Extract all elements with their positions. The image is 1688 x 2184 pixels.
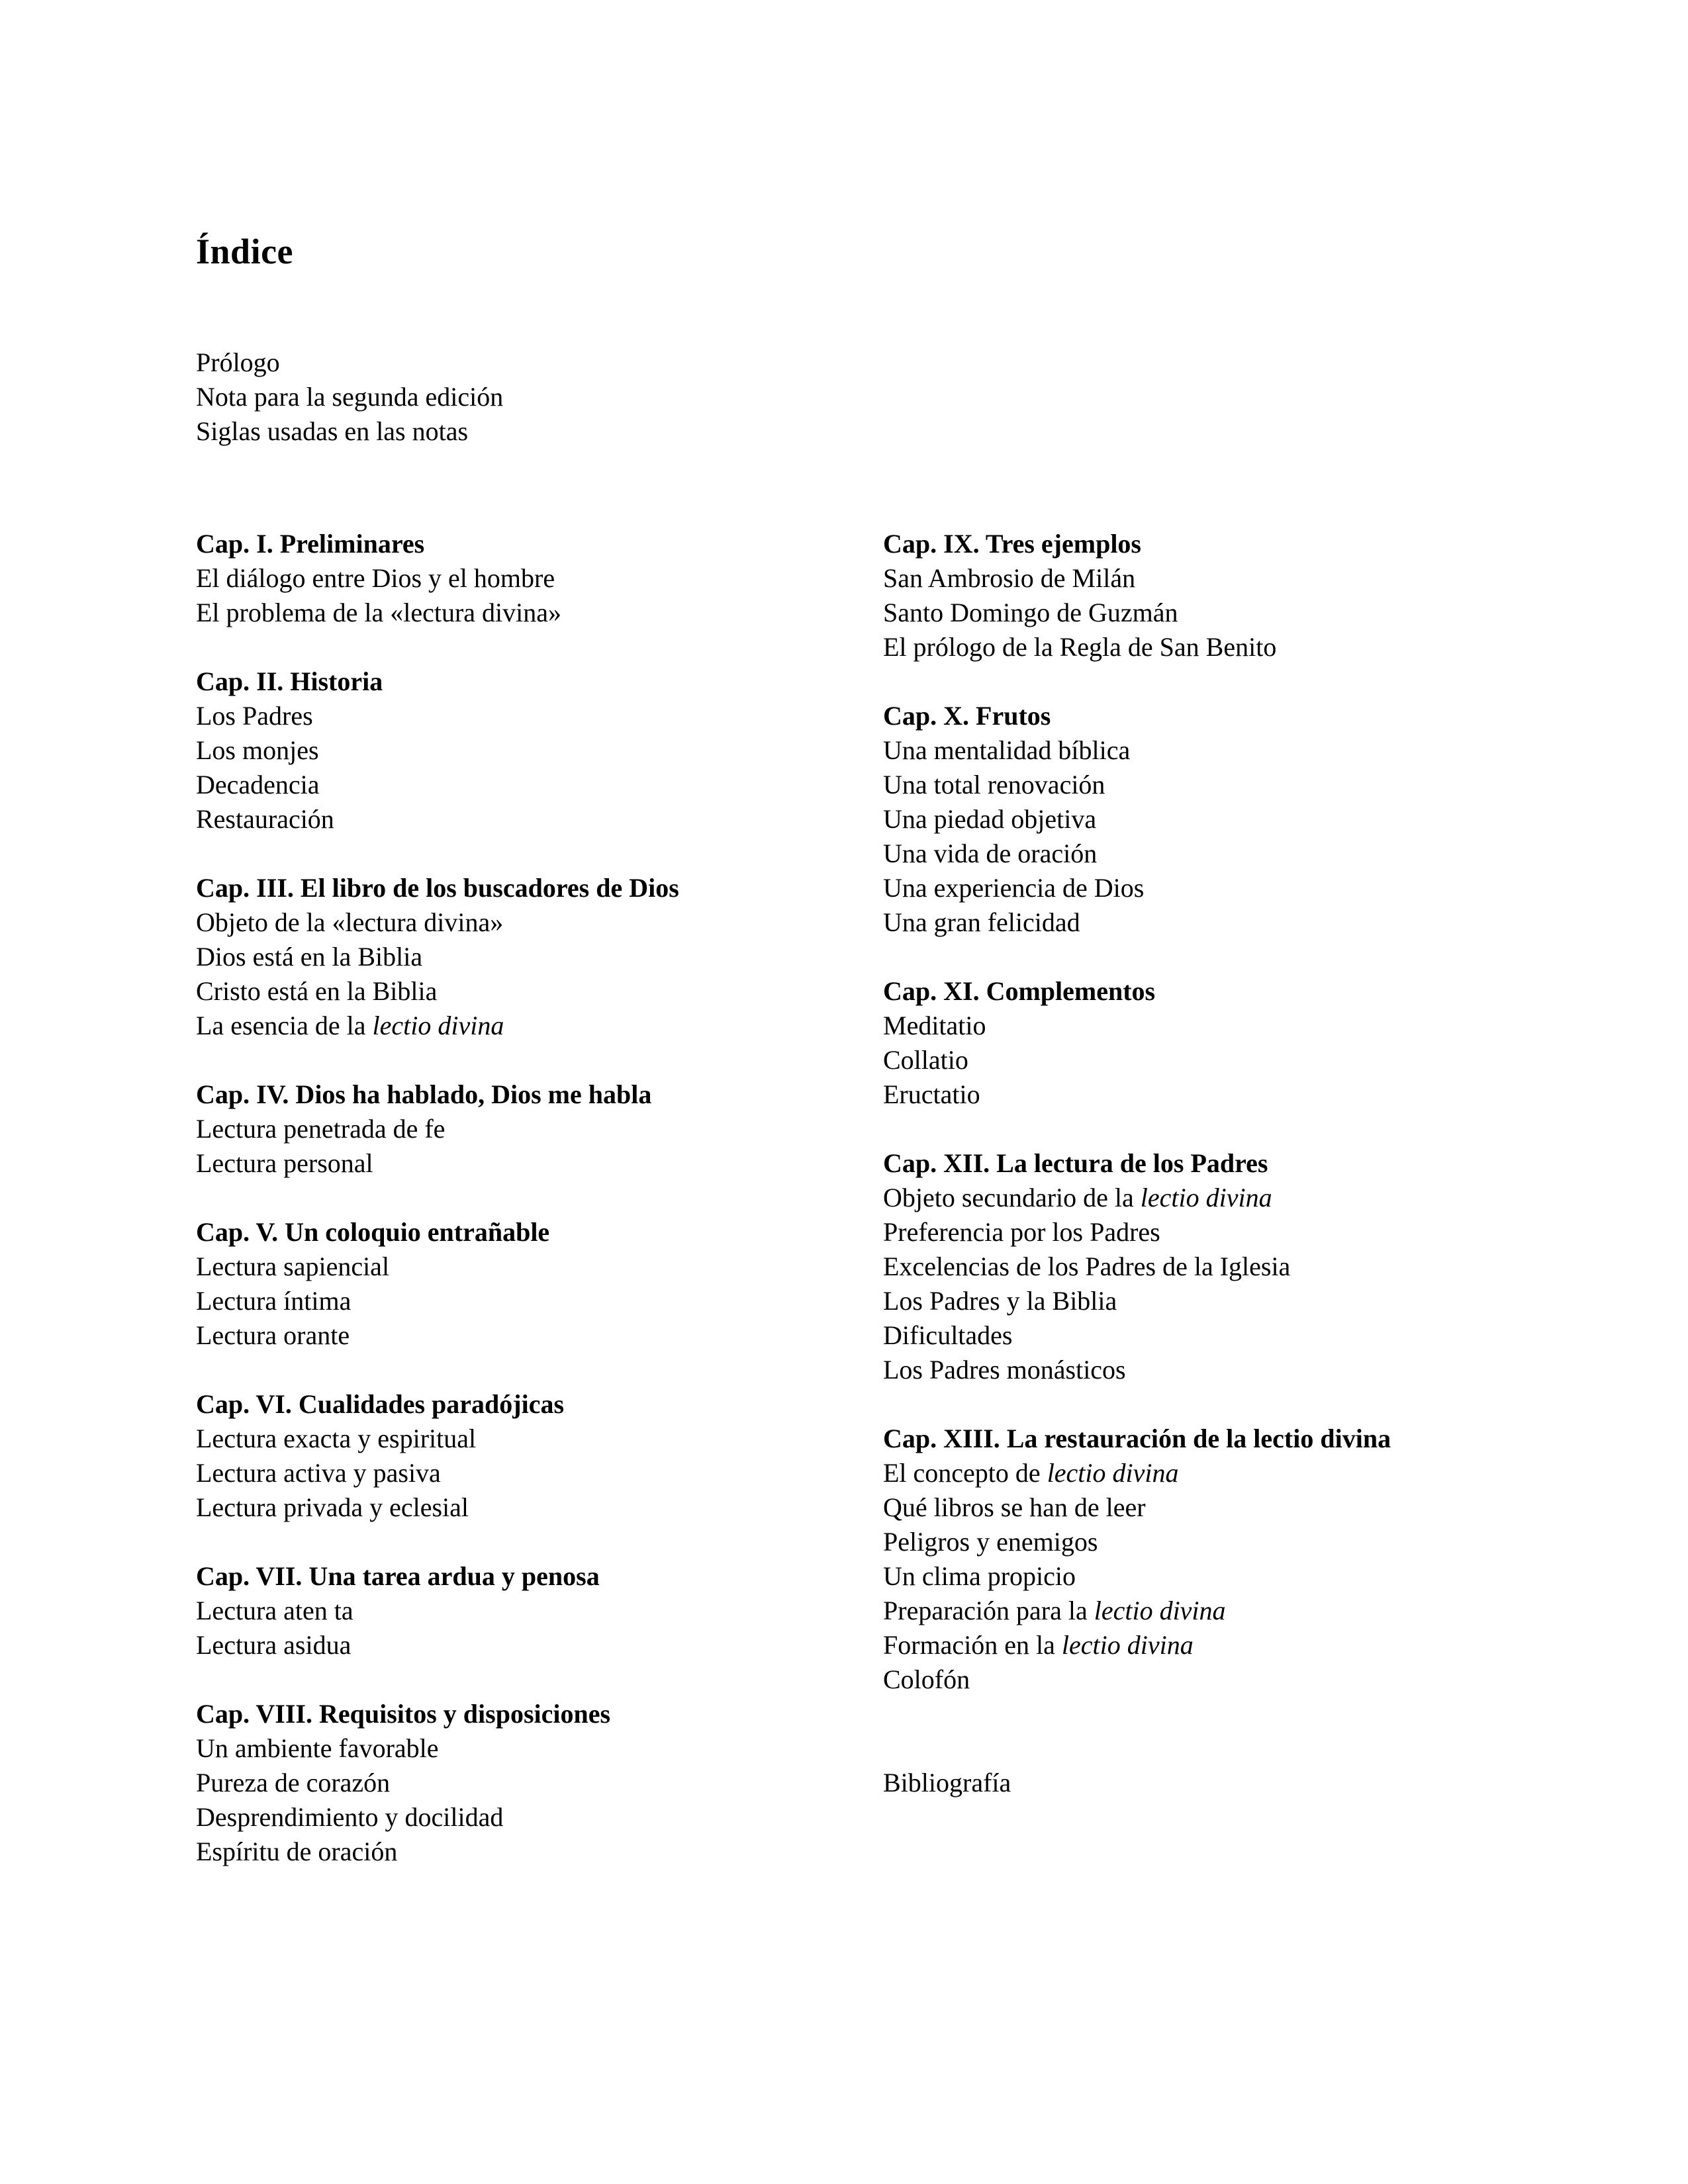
toc-entry: Lectura sapiencial (196, 1251, 390, 1281)
chapter-heading: Cap. I. Preliminares (196, 529, 425, 559)
toc-entry: Una piedad objetiva (883, 804, 1097, 834)
toc-entry: Dificultades (883, 1320, 1013, 1350)
toc-entry: La esencia de la lectio divina (196, 1011, 504, 1040)
chapter-heading: Cap. XI. Complementos (883, 976, 1156, 1006)
toc-entry: Decadencia (196, 770, 320, 799)
toc-entry: Preferencia por los Padres (883, 1217, 1160, 1247)
toc-entry: Lectura penetrada de fe (196, 1114, 445, 1144)
toc-entry: Lectura aten ta (196, 1596, 353, 1625)
front-matter-entry: Prólogo (196, 347, 280, 377)
toc-entry: Lectura exacta y espiritual (196, 1424, 477, 1453)
toc-entry: Una experiencia de Dios (883, 873, 1145, 903)
toc-entry: Formación en la lectio divina (883, 1630, 1194, 1660)
toc-entry: Lectura privada y eclesial (196, 1492, 469, 1522)
toc-entry: Meditatio (883, 1011, 986, 1040)
toc-entry: Eructatio (883, 1079, 980, 1109)
chapter-block (196, 1215, 883, 1353)
toc-entry: Un clima propicio (883, 1561, 1076, 1591)
toc-entry: Dios está en la Biblia (196, 942, 423, 972)
chapter-heading: Cap. XII. La lectura de los Padres (883, 1148, 1268, 1178)
chapter-block (883, 527, 1569, 664)
chapter-heading: Cap. VIII. Requisitos y disposiciones (196, 1699, 611, 1729)
toc-entry: Santo Domingo de Guzmán (883, 598, 1178, 627)
toc-entry: Desprendimiento y docilidad (196, 1802, 504, 1832)
toc-entry: Pureza de corazón (196, 1768, 391, 1797)
toc-entry: El problema de la «lectura divina» (196, 598, 562, 627)
chapter-block (196, 1077, 883, 1181)
toc-entry: Qué libros se han de leer (883, 1492, 1146, 1522)
chapter-heading: Cap. IV. Dios ha hablado, Dios me habla (196, 1079, 652, 1109)
toc-entry: Collatio (883, 1045, 968, 1075)
chapter-heading: Cap. IX. Tres ejemplos (883, 529, 1141, 559)
chapter-heading: Cap. V. Un coloquio entrañable (196, 1217, 550, 1247)
toc-entry: El concepto de lectio divina (883, 1458, 1179, 1488)
chapter-block (883, 974, 1569, 1112)
toc-entry: Excelencias de los Padres de la Iglesia (883, 1251, 1291, 1281)
toc-entry: Los monjes (196, 735, 319, 765)
page-title: Índice (196, 232, 294, 271)
toc-entry: Colofón (883, 1664, 970, 1694)
toc-entry: Una total renovación (883, 770, 1105, 799)
toc-entry: San Ambrosio de Milán (883, 563, 1136, 593)
toc-entry: Lectura personal (196, 1148, 373, 1178)
chapter-block (196, 1697, 883, 1869)
toc-entry: Los Padres monásticos (883, 1355, 1126, 1385)
front-matter (196, 345, 1569, 449)
chapter-heading: Cap. III. El libro de los buscadores de Dios (196, 873, 679, 903)
chapter-heading: Cap. XIII. La restauración de la lectio divina (883, 1424, 1391, 1453)
chapter-block (196, 664, 883, 837)
toc-entry: Objeto de la «lectura divina» (196, 907, 504, 937)
toc-entry: Una vida de oración (883, 839, 1098, 868)
chapter-heading: Cap. II. Historia (196, 666, 383, 696)
toc-column-right-blocks (883, 527, 1569, 1697)
chapter-block (196, 1387, 883, 1525)
toc-entry: Los Padres y la Biblia (883, 1286, 1117, 1316)
toc-entry: Espíritu de oración (196, 1837, 398, 1866)
front-matter-entry: Siglas usadas en las notas (196, 416, 469, 446)
toc-entry: Los Padres (196, 701, 313, 731)
front-matter-entry: Nota para la segunda edición (196, 382, 504, 412)
toc-entry: Una mentalidad bíblica (883, 735, 1131, 765)
toc-entry: Restauración (196, 804, 334, 834)
toc-entry: Cristo está en la Biblia (196, 976, 438, 1006)
toc-entry: Preparación para la lectio divina (883, 1596, 1226, 1625)
chapter-heading: Cap. X. Frutos (883, 701, 1051, 731)
chapter-block (883, 1146, 1569, 1387)
bibliography-entry: Bibliografía (883, 1768, 1011, 1797)
chapter-block (196, 871, 883, 1043)
toc-entry: Lectura activa y pasiva (196, 1458, 441, 1488)
toc-entry: Una gran felicidad (883, 907, 1080, 937)
chapter-heading: Cap. VI. Cualidades paradójicas (196, 1389, 565, 1419)
toc-entry: El prólogo de la Regla de San Benito (883, 632, 1277, 662)
toc-entry: Objeto secundario de la lectio divina (883, 1183, 1272, 1212)
toc-columns (196, 527, 1569, 1903)
toc-entry: Lectura asidua (196, 1630, 352, 1660)
chapter-heading: Cap. VII. Una tarea ardua y penosa (196, 1561, 600, 1591)
toc-entry: Peligros y enemigos (883, 1527, 1098, 1557)
toc-entry: Un ambiente favorable (196, 1733, 439, 1763)
chapter-block (883, 1422, 1569, 1697)
chapter-block (883, 699, 1569, 940)
toc-entry: Lectura íntima (196, 1286, 352, 1316)
chapter-block (196, 1559, 883, 1662)
chapter-block (196, 527, 883, 630)
toc-column-left (196, 527, 883, 1903)
toc-entry: Lectura orante (196, 1320, 350, 1350)
toc-column-right (883, 527, 1569, 1800)
toc-entry: El diálogo entre Dios y el hombre (196, 563, 555, 593)
